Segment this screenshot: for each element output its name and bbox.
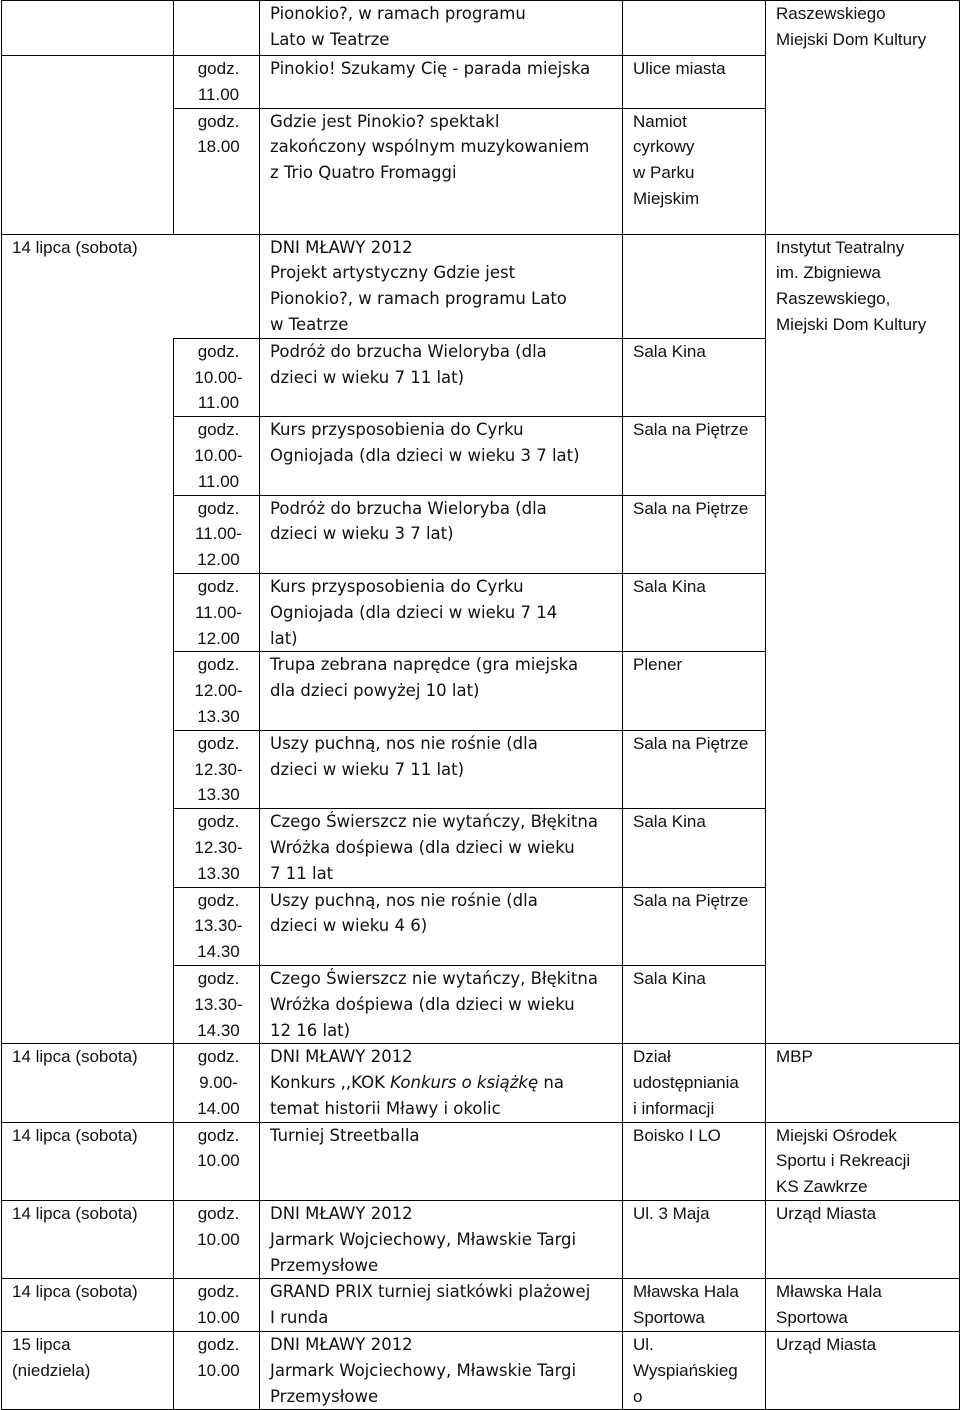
event-cell: Uszy puchną, nos nie rośnie (dla dzieci w wieku 7 11 lat) bbox=[260, 730, 623, 808]
time-cell: godz. 10.00 bbox=[174, 1332, 260, 1410]
table-row bbox=[2, 1201, 960, 1279]
date-cell bbox=[2, 1, 174, 56]
date-cell bbox=[2, 56, 174, 109]
time-cell: godz. 11.00- 12.00 bbox=[174, 573, 260, 651]
place-cell: Dział udostępniania i informacji bbox=[623, 1044, 766, 1122]
place-cell: Sala Kina bbox=[623, 809, 766, 887]
time-cell: godz. 10.00- 11.00 bbox=[174, 338, 260, 416]
date-cell: 14 lipca (sobota) bbox=[2, 234, 260, 338]
date-cell: 14 lipca (sobota) bbox=[2, 1201, 174, 1279]
organizer-cell bbox=[766, 56, 960, 109]
time-cell: godz. 12.30- 13.30 bbox=[174, 730, 260, 808]
place-cell: Ulice miasta bbox=[623, 56, 766, 109]
organizer-cell: Miejski Ośrodek Sportu i Rekreacji KS Zawkrze bbox=[766, 1122, 960, 1200]
place-cell: Sala na Piętrze bbox=[623, 417, 766, 495]
place-cell: Sala na Piętrze bbox=[623, 495, 766, 573]
place-cell bbox=[623, 234, 766, 338]
event-cell: Pionokio?, w ramach programu Lato w Teatrze bbox=[260, 1, 623, 56]
place-cell: Sala Kina bbox=[623, 338, 766, 416]
event-cell: DNI MŁAWY 2012 Jarmark Wojciechowy, Mławskie Targi Przemysłowe bbox=[260, 1332, 623, 1410]
place-cell: Namiot cyrkowy w Parku Miejskim bbox=[623, 108, 766, 234]
place-cell bbox=[623, 1, 766, 56]
time-cell: godz. 13.30- 14.30 bbox=[174, 887, 260, 965]
event-cell: Podróż do brzucha Wieloryba (dla dzieci w wieku 7 11 lat) bbox=[260, 338, 623, 416]
place-cell: Ul. 3 Maja bbox=[623, 1201, 766, 1279]
time-cell: godz. 13.30- 14.30 bbox=[174, 965, 260, 1043]
date-cell: 14 lipca (sobota) bbox=[2, 1122, 174, 1200]
organizer-cell: Instytut Teatralny im. Zbigniewa Raszewskiego, Miejski Dom Kultury bbox=[766, 234, 960, 1044]
place-cell: Plener bbox=[623, 652, 766, 730]
organizer-cell: Urząd Miasta bbox=[766, 1201, 960, 1279]
place-cell: Sala na Piętrze bbox=[623, 887, 766, 965]
organizer-cell: Raszewskiego Miejski Dom Kultury bbox=[766, 1, 960, 56]
event-cell: DNI MŁAWY 2012 Konkurs ,,KOK Konkurs o książkę na temat historii Mławy i okolic bbox=[260, 1044, 623, 1122]
organizer-cell: Urząd Miasta bbox=[766, 1332, 960, 1410]
place-cell: Sala Kina bbox=[623, 573, 766, 651]
table-row bbox=[2, 1279, 960, 1332]
time-cell: godz. 18.00 bbox=[174, 108, 260, 234]
event-cell: Podróż do brzucha Wieloryba (dla dzieci w wieku 3 7 lat) bbox=[260, 495, 623, 573]
date-cell: 14 lipca (sobota) bbox=[2, 1044, 174, 1122]
date-cell bbox=[2, 338, 174, 1044]
date-cell: 14 lipca (sobota) bbox=[2, 1279, 174, 1332]
table-row bbox=[2, 234, 960, 338]
time-cell: godz. 12.00- 13.30 bbox=[174, 652, 260, 730]
place-cell: Sala na Piętrze bbox=[623, 730, 766, 808]
time-cell: godz. 10.00- 11.00 bbox=[174, 417, 260, 495]
place-cell: Mławska Hala Sportowa bbox=[623, 1279, 766, 1332]
table-row bbox=[2, 1, 960, 56]
event-cell: Gdzie jest Pinokio? spektakl zakończony wspólnym muzykowaniem z Trio Quatro Fromaggi bbox=[260, 108, 623, 234]
event-cell: Kurs przysposobienia do Cyrku Ogniojada (dla dzieci w wieku 3 7 lat) bbox=[260, 417, 623, 495]
organizer-cell: MBP bbox=[766, 1044, 960, 1122]
organizer-cell: Mławska Hala Sportowa bbox=[766, 1279, 960, 1332]
time-cell bbox=[174, 1, 260, 56]
event-cell: Czego Świerszcz nie wytańczy, Błękitna Wróżka dośpiewa (dla dzieci w wieku 12 16 lat) bbox=[260, 965, 623, 1043]
place-cell: Sala Kina bbox=[623, 965, 766, 1043]
event-cell: Pinokio! Szukamy Cię - parada miejska bbox=[260, 56, 623, 109]
schedule-table bbox=[1, 0, 960, 1410]
table-row bbox=[2, 108, 960, 234]
place-cell: Boisko I LO bbox=[623, 1122, 766, 1200]
date-cell: 15 lipca (niedziela) bbox=[2, 1332, 174, 1410]
event-cell: DNI MŁAWY 2012 Projekt artystyczny Gdzie jest Pionokio?, w ramach programu Lato w Teatrze bbox=[260, 234, 623, 338]
time-cell: godz. 10.00 bbox=[174, 1201, 260, 1279]
time-cell: godz. 12.30- 13.30 bbox=[174, 809, 260, 887]
table-row bbox=[2, 1332, 960, 1410]
organizer-cell bbox=[766, 108, 960, 234]
event-cell: GRAND PRIX turniej siatkówki plażowej I runda bbox=[260, 1279, 623, 1332]
event-cell: DNI MŁAWY 2012 Jarmark Wojciechowy, Mławskie Targi Przemysłowe bbox=[260, 1201, 623, 1279]
time-cell: godz. 10.00 bbox=[174, 1122, 260, 1200]
time-cell: godz. 10.00 bbox=[174, 1279, 260, 1332]
event-cell: Turniej Streetballa bbox=[260, 1122, 623, 1200]
time-cell: godz. 11.00- 12.00 bbox=[174, 495, 260, 573]
date-cell bbox=[2, 108, 174, 234]
event-cell: Uszy puchną, nos nie rośnie (dla dzieci w wieku 4 6) bbox=[260, 887, 623, 965]
event-cell: Trupa zebrana naprędce (gra miejska dla dzieci powyżej 10 lat) bbox=[260, 652, 623, 730]
place-cell: Ul. Wyspiańskieg o bbox=[623, 1332, 766, 1410]
table-row bbox=[2, 56, 960, 109]
table-row bbox=[2, 1122, 960, 1200]
event-cell: Kurs przysposobienia do Cyrku Ogniojada (dla dzieci w wieku 7 14 lat) bbox=[260, 573, 623, 651]
event-cell: Czego Świerszcz nie wytańczy, Błękitna Wróżka dośpiewa (dla dzieci w wieku 7 11 lat bbox=[260, 809, 623, 887]
time-cell: godz. 9.00- 14.00 bbox=[174, 1044, 260, 1122]
time-cell: godz. 11.00 bbox=[174, 56, 260, 109]
table-row bbox=[2, 1044, 960, 1122]
